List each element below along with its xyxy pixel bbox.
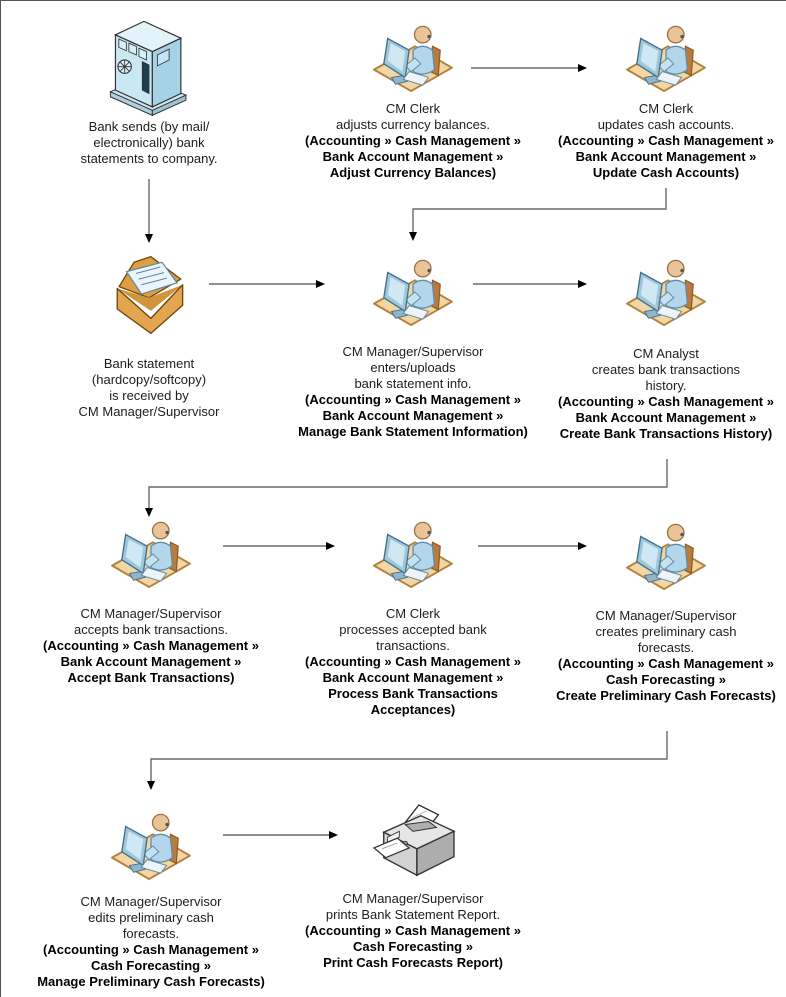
- caption-menu-path: (Accounting » Cash Management »: [558, 394, 774, 409]
- caption-line: processes accepted bank: [339, 622, 487, 637]
- caption-line: CM Manager/Supervisor: [80, 606, 222, 621]
- node-bank-statement-received: [9, 253, 289, 420]
- worker-at-computer-icon: [369, 21, 457, 93]
- caption-line: (hardcopy/softcopy): [91, 372, 207, 387]
- node-manager-enters-uploads: [273, 255, 553, 440]
- caption-menu-path: Adjust Currency Balances): [329, 165, 497, 180]
- caption-line: electronically) bank: [93, 135, 205, 150]
- node-manager-edits-forecasts: [11, 809, 291, 990]
- caption-line: creates bank transactions: [591, 362, 741, 377]
- caption-menu-path: (Accounting » Cash Management »: [305, 392, 521, 407]
- caption-menu-path: Accept Bank Transactions): [67, 670, 235, 685]
- caption-line: transactions.: [376, 638, 450, 653]
- caption-menu-path: Bank Account Management »: [575, 410, 757, 425]
- caption-line: CM Clerk: [385, 101, 441, 116]
- node-caption: [9, 356, 289, 420]
- caption-line: Bank statement: [103, 356, 195, 371]
- worker-at-computer-icon: [622, 519, 710, 591]
- arrow-creates-forecasts-to-edits: [151, 731, 667, 782]
- caption-menu-path: Update Cash Accounts): [592, 165, 740, 180]
- caption-line: forecasts.: [637, 640, 695, 655]
- caption-line: CM Manager/Supervisor: [78, 404, 220, 419]
- caption-line: CM Manager/Supervisor: [80, 894, 222, 909]
- caption-line: CM Analyst: [633, 346, 699, 361]
- caption-line: CM Manager/Supervisor: [342, 891, 484, 906]
- open-envelope-icon: [106, 253, 192, 337]
- caption-line: Bank sends (by mail/: [88, 119, 210, 134]
- node-caption: [273, 606, 553, 718]
- caption-line: bank statement info.: [354, 376, 472, 391]
- caption-line: enters/uploads: [370, 360, 456, 375]
- caption-menu-path: Manage Preliminary Cash Forecasts): [37, 974, 265, 989]
- caption-line: statements to company.: [80, 151, 218, 166]
- caption-line: CM Clerk: [638, 101, 694, 116]
- caption-menu-path: Create Preliminary Cash Forecasts): [556, 688, 776, 703]
- node-caption: [273, 344, 553, 440]
- node-caption: [11, 606, 291, 686]
- caption-menu-path: (Accounting » Cash Management »: [558, 656, 774, 671]
- caption-line: adjusts currency balances.: [336, 117, 490, 132]
- worker-at-computer-icon: [107, 809, 195, 881]
- node-manager-creates-forecasts: [526, 519, 786, 704]
- node-caption: [9, 119, 289, 167]
- worker-at-computer-icon: [369, 255, 457, 327]
- caption-line: accepts bank transactions.: [74, 622, 228, 637]
- caption-menu-path: (Accounting » Cash Management »: [558, 133, 774, 148]
- caption-line: prints Bank Statement Report.: [325, 907, 501, 922]
- printer-icon: [368, 803, 458, 885]
- caption-line: updates cash accounts.: [597, 117, 735, 132]
- caption-menu-path: (Accounting » Cash Management »: [43, 638, 259, 653]
- caption-menu-path: Process Bank Transactions: [328, 686, 498, 701]
- caption-line: edits preliminary cash: [88, 910, 214, 925]
- caption-line: CM Manager/Supervisor: [342, 344, 484, 359]
- node-caption: [11, 894, 291, 990]
- worker-at-computer-icon: [369, 517, 457, 589]
- caption-menu-path: Cash Forecasting »: [91, 958, 211, 973]
- node-manager-prints-report: [273, 803, 553, 971]
- caption-menu-path: (Accounting » Cash Management »: [305, 923, 521, 938]
- caption-menu-path: (Accounting » Cash Management »: [305, 133, 521, 148]
- caption-menu-path: Print Cash Forecasts Report): [323, 955, 503, 970]
- node-clerk-updates-cash-accounts: [526, 21, 786, 181]
- caption-menu-path: Acceptances): [370, 702, 456, 717]
- caption-line: history.: [645, 378, 687, 393]
- node-caption: [526, 346, 786, 442]
- caption-line: is received by: [109, 388, 189, 403]
- arrow-analyst-to-accepts: [149, 459, 667, 509]
- worker-at-computer-icon: [622, 21, 710, 93]
- node-bank-sends-statements: [9, 13, 289, 167]
- caption-menu-path: Create Bank Transactions History): [559, 426, 773, 441]
- caption-menu-path: Bank Account Management »: [322, 670, 504, 685]
- node-analyst-creates-history: [526, 255, 786, 442]
- caption-menu-path: Bank Account Management »: [575, 149, 757, 164]
- node-caption: [273, 891, 553, 971]
- node-caption: [526, 608, 786, 704]
- node-manager-accepts-transactions: [11, 517, 291, 686]
- caption-menu-path: Bank Account Management »: [322, 149, 504, 164]
- caption-menu-path: (Accounting » Cash Management »: [43, 942, 259, 957]
- caption-menu-path: Cash Forecasting »: [606, 672, 726, 687]
- caption-line: CM Manager/Supervisor: [595, 608, 737, 623]
- caption-menu-path: Cash Forecasting »: [353, 939, 473, 954]
- node-caption: [526, 101, 786, 181]
- caption-line: forecasts.: [122, 926, 180, 941]
- caption-menu-path: Bank Account Management »: [322, 408, 504, 423]
- arrow-update-to-enters-uploads: [413, 188, 666, 233]
- bank-building-icon: [107, 13, 191, 117]
- node-clerk-adjusts-currency: [273, 21, 553, 181]
- caption-line: CM Clerk: [385, 606, 441, 621]
- caption-line: creates preliminary cash: [595, 624, 737, 639]
- caption-menu-path: (Accounting » Cash Management »: [305, 654, 521, 669]
- caption-menu-path: Manage Bank Statement Information): [298, 424, 528, 439]
- node-clerk-processes-acceptances: [273, 517, 553, 718]
- caption-menu-path: Bank Account Management »: [60, 654, 242, 669]
- worker-at-computer-icon: [622, 255, 710, 327]
- node-caption: [273, 101, 553, 181]
- worker-at-computer-icon: [107, 517, 195, 589]
